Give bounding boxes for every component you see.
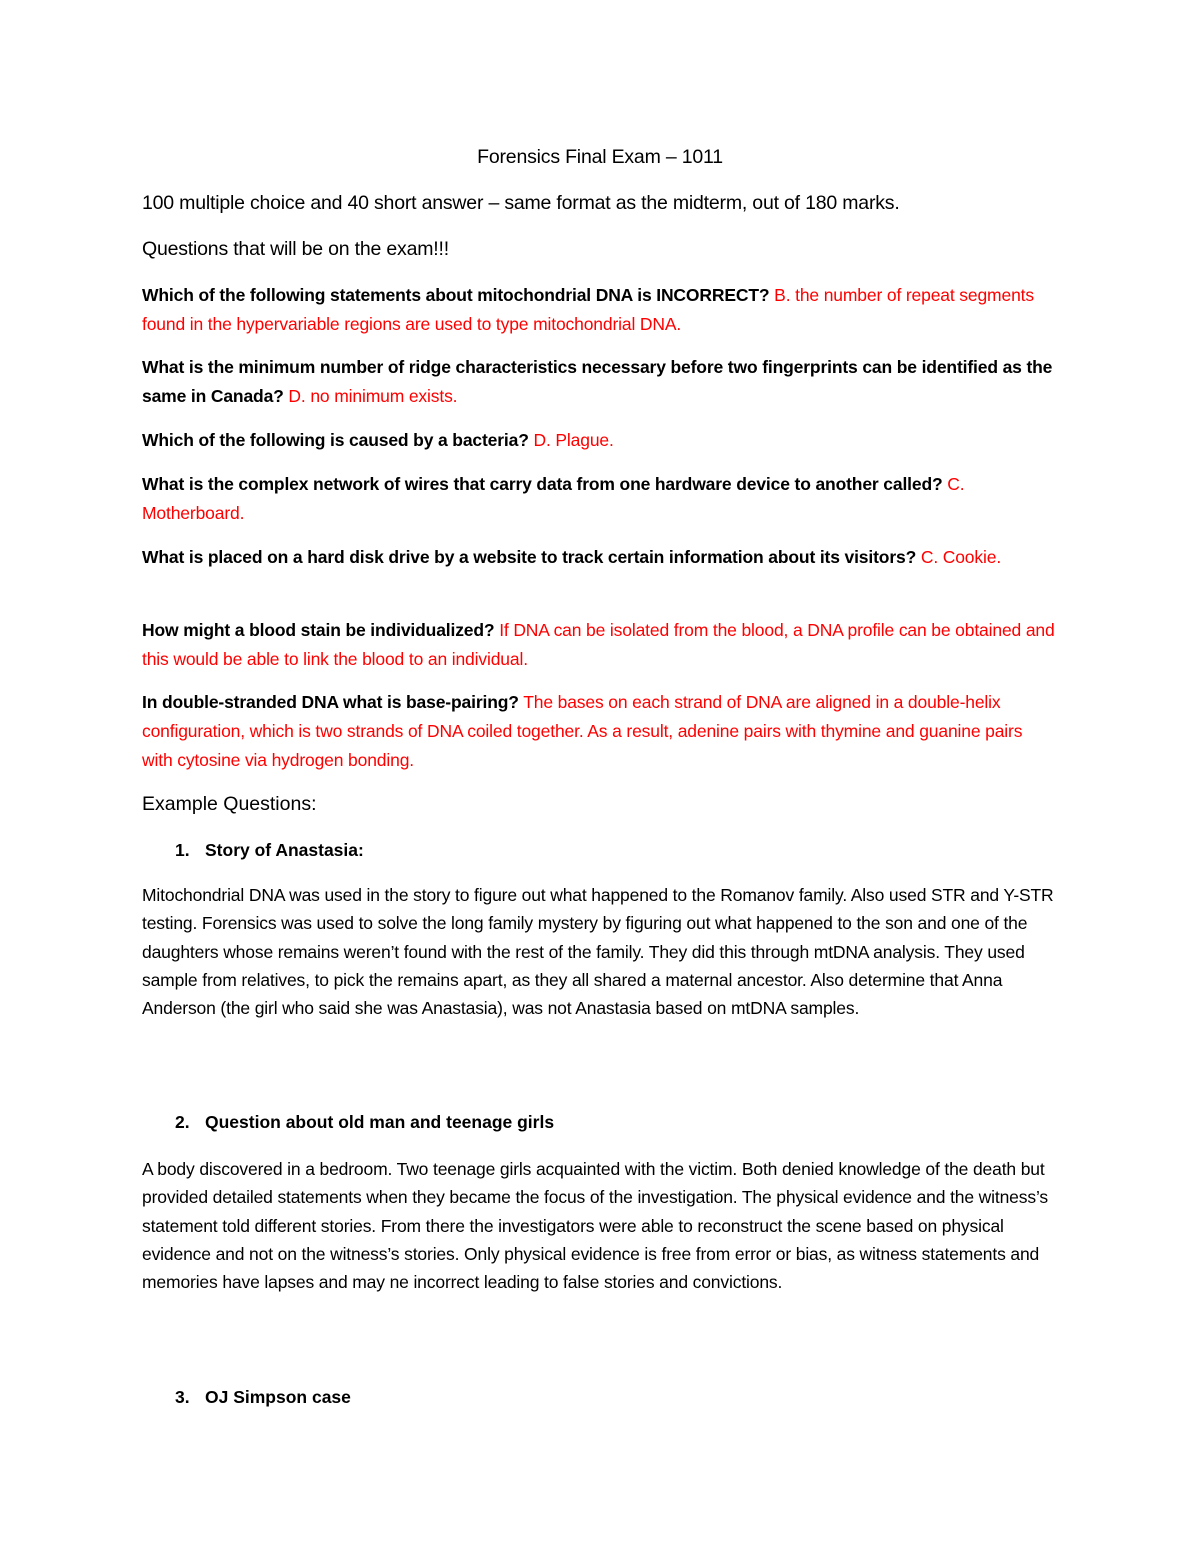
qa-item	[142, 281, 1057, 339]
example-body: Mitochondrial DNA was used in the story to figure out what happened to the Romanov family. Also used STR and Y-STR testing. Forensics was used to solve the long family mystery by figuring out what happened to the son and one of the daughters whose remains weren’t found with the rest of the family. They did this through mtDNA analysis. They used sample from relatives, to pick the remains apart, as they all shared a maternal ancestor. Also determine that Anna Anderson (the girl who said she was Anastasia), was not Anastasia based on mtDNA samples.	[142, 885, 1054, 1019]
example-title: Story of Anastasia:	[205, 840, 364, 860]
question-text: What is the complex network of wires that carry data from one hardware device to another called?	[142, 474, 943, 494]
example-item-heading	[142, 1112, 554, 1133]
qa-item	[142, 543, 1057, 572]
question-text: What is the minimum number of ridge characteristics necessary before two fingerprints can be identified as the same in Canada?	[142, 357, 1053, 406]
question-text: In double-stranded DNA what is base-pairing?	[142, 692, 519, 712]
exam-format-line: 100 multiple choice and 40 short answer – same format as the midterm, out of 180 marks.	[142, 192, 900, 214]
example-body: A body discovered in a bedroom. Two teenage girls acquainted with the victim. Both denied knowledge of the death but provided detailed statements when they became the focus of the investigation. The physical evidence and the witness’s statement told different stories. From there the investigators were able to reconstruct the scene based on physical evidence and not on the witness’s stories. Only physical evidence is free from error or bias, as witness statements and memories have lapses and may ne incorrect leading to false stories and convictions.	[142, 1159, 1048, 1293]
qa-item	[142, 353, 1057, 411]
answer-text: D. no minimum exists.	[288, 386, 458, 406]
answer-text: The bases on each strand of DNA are aligned in a double-helix configuration, which is two strands of DNA coiled together. As a result, adenine pairs with thymine and guanine pairs with cytosine via hydrogen bonding.	[142, 692, 1023, 770]
qa-item	[142, 470, 1057, 528]
qa-item	[142, 688, 1057, 775]
example-title: OJ Simpson case	[205, 1387, 351, 1407]
answer-text: D. Plague.	[533, 430, 614, 450]
exam-questions-heading: Questions that will be on the exam!!!	[142, 238, 449, 260]
example-number: 1.	[175, 840, 190, 860]
example-item-heading	[142, 840, 364, 861]
example-item-heading	[142, 1387, 351, 1408]
question-text: How might a blood stain be individualized?	[142, 620, 495, 640]
answer-text: If DNA can be isolated from the blood, a DNA profile can be obtained and this would be able to link the blood to an individual.	[142, 620, 1055, 669]
qa-item	[142, 616, 1057, 674]
example-number: 2.	[175, 1112, 190, 1132]
example-questions-heading: Example Questions:	[142, 793, 317, 815]
document-title: Forensics Final Exam – 1011	[477, 146, 723, 168]
answer-text: C. Motherboard.	[142, 474, 965, 523]
answer-text: C. Cookie.	[920, 547, 1002, 567]
example-title: Question about old man and teenage girls	[205, 1112, 555, 1132]
qa-item	[142, 426, 1057, 455]
question-text: Which of the following is caused by a bacteria?	[142, 430, 529, 450]
question-text: Which of the following statements about mitochondrial DNA is INCORRECT?	[142, 285, 770, 305]
question-text: What is placed on a hard disk drive by a website to track certain information about its visitors?	[142, 547, 921, 567]
example-number: 3.	[175, 1387, 190, 1407]
answer-text: B. the number of repeat segments found in the hypervariable regions are used to type mitochondrial DNA.	[142, 285, 1034, 334]
